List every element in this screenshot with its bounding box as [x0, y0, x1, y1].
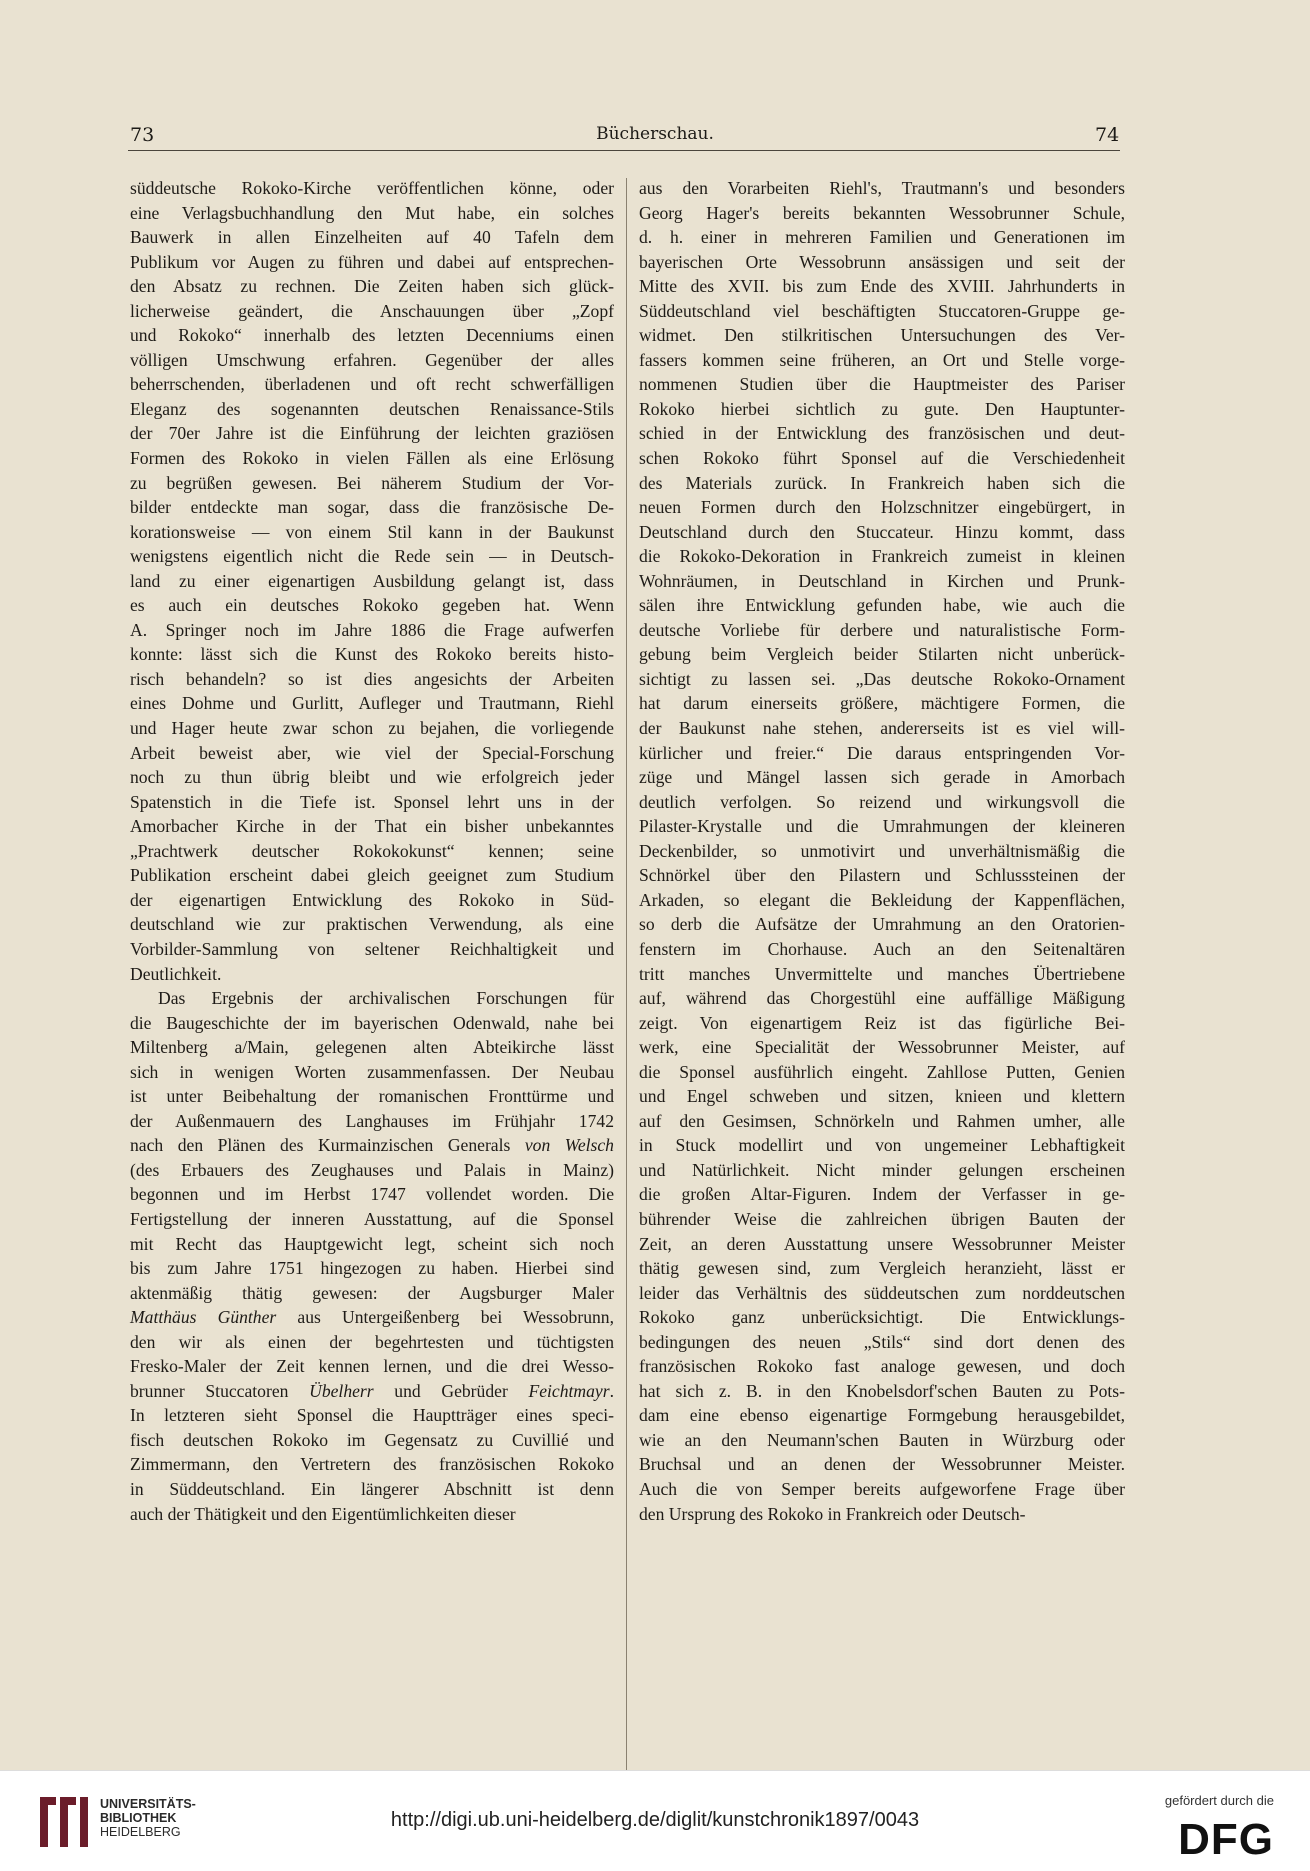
- text-line: bedingungen des neuen „Stils“ sind dort denen des: [639, 1331, 1125, 1352]
- library-name-line: HEIDELBERG: [100, 1825, 181, 1839]
- text-line: tritt manches Unvermittelte und manches Übertriebene: [639, 963, 1125, 984]
- text-line: Deutlichkeit.: [130, 963, 222, 984]
- text-line: Amorbacher Kirche in der That ein bisher unbekanntes: [130, 816, 614, 837]
- text-line: deutsche Vorliebe für derbere und naturalistische Form-: [639, 619, 1125, 640]
- text-line: deutlich verfolgen. So reizend und wirkungsvoll die: [639, 791, 1125, 812]
- text-line: noch zu thun übrig bleibt und wie erfolgreich jeder: [130, 767, 614, 788]
- text-line: Bauwerk in allen Einzelheiten auf 40 Tafeln dem: [130, 227, 614, 248]
- library-name-line: UNIVERSITÄTS-: [100, 1797, 196, 1811]
- text-line: beherrschenden, überladenen und oft recht schwerfälligen: [130, 374, 614, 395]
- text-line: nach den Plänen des Kurmainzischen Generals von Welsch: [130, 1135, 614, 1156]
- text-line: licherweise geändert, die Anschauungen über „Zopf: [130, 300, 614, 321]
- left-column: [130, 176, 614, 1526]
- text-line: Vorbilder-Sammlung von seltener Reichhaltigkeit und: [130, 938, 614, 959]
- text-line: Rokoko ganz unberücksichtigt. Die Entwicklungs-: [639, 1307, 1125, 1328]
- text-line: aktenmäßig thätig gewesen: der Augsburger Maler: [130, 1282, 614, 1303]
- text-line: die großen Altar-Figuren. Indem der Verfasser in ge-: [639, 1184, 1125, 1205]
- text-line: den wir als einen der begehrtesten und tüchtigsten: [130, 1331, 614, 1352]
- text-line: den Absatz zu rechnen. Die Zeiten haben sich glück-: [130, 276, 614, 297]
- funding-note: gefördert durch die: [1164, 1793, 1274, 1808]
- text-line: hat sich z. B. in den Knobelsdorf'schen Bauten zu Pots-: [639, 1380, 1125, 1401]
- text-line: Georg Hager's bereits bekannten Wessobrunner Schule,: [639, 202, 1125, 223]
- text-line: Arkaden, so elegant die Bekleidung der Kappenflächen,: [639, 889, 1125, 910]
- text-line: Arbeit beweist aber, wie viel der Special-Forschung: [130, 742, 614, 763]
- text-line: Mitte des XVII. bis zum Ende des XVIII. Jahrhunderts in: [639, 276, 1125, 297]
- text-line: auf den Gesimsen, Schnörkeln und Rahmen umher, alle: [639, 1110, 1125, 1131]
- text-line: schen Rokoko führt Sponsel auf die Verschiedenheit: [639, 448, 1125, 469]
- text-line: des Materials zurück. In Frankreich haben sich die: [639, 472, 1125, 493]
- text-line: Bruchsal und an denen der Wessobrunner Meister.: [639, 1454, 1125, 1475]
- text-line: Schnörkel über den Pilastern und Schlusssteinen der: [639, 865, 1125, 886]
- text-line: auch der Thätigkeit und den Eigentümlichkeiten dieser: [130, 1503, 516, 1524]
- text-line: Formen des Rokoko in vielen Fällen als eine Erlösung: [130, 448, 614, 469]
- page-number-right: 74: [1095, 124, 1120, 146]
- text-line: die Sponsel ausführlich eingeht. Zahllose Putten, Genien: [639, 1061, 1125, 1082]
- text-line: „Prachtwerk deutscher Rokokokunst“ kennen; seine: [130, 840, 614, 861]
- text-line: Auch die von Semper bereits aufgeworfene Frage über: [639, 1478, 1125, 1499]
- text-line: auf, während das Chorgestühl eine auffällige Mäßigung: [639, 988, 1125, 1009]
- text-line: der eigenartigen Entwicklung des Rokoko in Süd-: [130, 889, 614, 910]
- text-line: und Natürlichkeit. Nicht minder gelungen erscheinen: [639, 1159, 1125, 1180]
- text-line: land zu einer eigenartigen Ausbildung gelangt ist, dass: [130, 570, 614, 591]
- text-line: hat darum einerseits größere, mächtigere Formen, die: [639, 693, 1125, 714]
- right-column: [639, 176, 1125, 1526]
- text-line: Das Ergebnis der archivalischen Forschungen für: [158, 988, 614, 1009]
- text-line: Fertigstellung der inneren Ausstattung, auf die Sponsel: [130, 1208, 614, 1229]
- text-line: deutschland wie zur praktischen Verwendung, als eine: [130, 914, 614, 935]
- text-line: der Außenmauern des Langhauses im Frühjahr 1742: [130, 1110, 614, 1131]
- library-name-line: BIBLIOTHEK: [100, 1811, 177, 1825]
- text-line: und Engel schweben und sitzen, knieen und klettern: [639, 1086, 1125, 1107]
- text-line: Deutschland durch den Stuccateur. Hinzu kommt, dass: [639, 521, 1125, 542]
- column-divider: [626, 178, 627, 1770]
- running-head: Bücherschau.: [596, 124, 714, 144]
- text-line: Zimmermann, den Vertretern des französischen Rokoko: [130, 1454, 614, 1475]
- text-line: fenstern im Chorhause. Auch an den Seitenaltären: [639, 938, 1125, 959]
- text-line: der Baukunst nahe stehen, andererseits ist es viel will-: [639, 718, 1125, 739]
- text-line: so derb die Aufsätze der Umrahmung an den Oratorien-: [639, 914, 1125, 935]
- dfg-logo-icon: DFG: [1178, 1815, 1274, 1864]
- text-line: A. Springer noch im Jahre 1886 die Frage aufwerfen: [130, 619, 614, 640]
- text-line: den Ursprung des Rokoko in Frankreich oder Deutsch-: [639, 1503, 1026, 1524]
- text-line: es auch ein deutsches Rokoko gegeben hat. Wenn: [130, 595, 614, 616]
- permalink-url[interactable]: http://digi.ub.uni-heidelberg.de/diglit/kunstchronik1897/0043: [390, 1809, 920, 1831]
- text-line: wenigstens eigentlich nicht die Rede sein — in Deutsch-: [130, 546, 614, 567]
- text-line: sälen ihre Entwicklung gefunden habe, wie auch die: [639, 595, 1125, 616]
- text-line: In letzteren sieht Sponsel die Hauptträger eines speci-: [130, 1405, 614, 1426]
- text-line: leider das Verhältnis des süddeutschen zum norddeutschen: [639, 1282, 1125, 1303]
- text-line: zeigt. Von eigenartigem Reiz ist das figürliche Bei-: [639, 1012, 1125, 1033]
- text-line: Spatenstich in die Tiefe ist. Sponsel lehrt uns in der: [130, 791, 614, 812]
- text-line: bayerischen Orte Wessobrunn ansässigen und seit der: [639, 251, 1125, 272]
- text-line: Pilaster-Krystalle und die Umrahmungen der kleineren: [639, 816, 1125, 837]
- text-line: brunner Stuccatoren Übelherr und Gebrüder Feichtmayr.: [130, 1380, 614, 1401]
- text-line: Eleganz des sogenannten deutschen Renaissance-Stils: [130, 398, 614, 419]
- text-line: bührender Weise die zahlreichen übrigen Bauten der: [639, 1208, 1125, 1229]
- text-line: der 70er Jahre ist die Einführung der leichten graziösen: [130, 423, 614, 444]
- text-line: korationsweise — von einem Stil kann in der Baukunst: [130, 521, 614, 542]
- text-line: risch behandeln? so ist dies angesichts der Arbeiten: [130, 668, 614, 689]
- text-line: widmet. Den stilkritischen Untersuchungen des Ver-: [639, 325, 1125, 346]
- text-line: und Hager heute zwar schon zu bejahen, die vorliegende: [130, 718, 614, 739]
- text-line: französischen Rokoko fast analoge gewesen, und doch: [639, 1356, 1125, 1377]
- text-line: sich in wenigen Worten zusammenfassen. Der Neubau: [130, 1061, 614, 1082]
- text-line: die Rokoko-Dekoration in Frankreich zumeist in kleinen: [639, 546, 1125, 567]
- text-line: Deckenbilder, so unmotivirt und unverhältnismäßig die: [639, 840, 1125, 861]
- text-line: schied in der Entwicklung des französischen und deut-: [639, 423, 1125, 444]
- text-line: eines Dohme und Gurlitt, Aufleger und Trautmann, Riehl: [130, 693, 614, 714]
- page-number-left: 73: [130, 124, 155, 146]
- text-line: die Baugeschichte der im bayerischen Odenwald, nahe bei: [130, 1012, 614, 1033]
- text-line: völligen Umschwung erfahren. Gegenüber der alles: [130, 349, 614, 370]
- header-rule: [128, 150, 1120, 151]
- text-line: gebung beim Vergleich beider Stilarten nicht unberück-: [639, 644, 1125, 665]
- text-line: mit Recht das Hauptgewicht legt, scheint sich noch: [130, 1233, 614, 1254]
- text-line: züge und Mängel lassen sich gerade in Amorbach: [639, 767, 1125, 788]
- text-line: bis zum Jahre 1751 hingezogen zu haben. Hierbei sind: [130, 1258, 614, 1279]
- text-line: Zeit, an deren Ausstattung unsere Wessobrunner Meister: [639, 1233, 1125, 1254]
- viewer-footer: [0, 1770, 1310, 1871]
- text-line: neuen Formen durch den Holzschnitzer eingebürgert, in: [639, 497, 1125, 518]
- text-line: fisch deutschen Rokoko im Gegensatz zu Cuvillié und: [130, 1429, 614, 1450]
- text-line: Publikation erscheint dabei gleich geeignet zum Studium: [130, 865, 614, 886]
- text-line: Fresko-Maler der Zeit kennen lernen, und die drei Wesso-: [130, 1356, 614, 1377]
- text-line: konnte: lässt sich die Kunst des Rokoko bereits histo-: [130, 644, 614, 665]
- text-line: dam eine ebenso eigenartige Formgebung herausgebildet,: [639, 1405, 1125, 1426]
- text-line: kürlicher und freier.“ Die daraus entspringenden Vor-: [639, 742, 1125, 763]
- text-line: aus den Vorarbeiten Riehl's, Trautmann's und besonders: [639, 178, 1125, 198]
- text-line: ist unter Beibehaltung der romanischen Fronttürme und: [130, 1086, 614, 1107]
- text-line: d. h. einer in mehreren Familien und Generationen im: [639, 227, 1125, 248]
- text-line: in Süddeutschland. Ein längerer Abschnitt ist denn: [130, 1478, 614, 1499]
- text-line: Rokoko hierbei sichtlich zu gute. Den Hauptunter-: [639, 398, 1125, 419]
- text-line: Wohnräumen, in Deutschland in Kirchen und Prunk-: [639, 570, 1125, 591]
- text-line: Publikum vor Augen zu führen und dabei auf entsprechen-: [130, 251, 614, 272]
- text-line: fassers kommen seine früheren, an Ort und Stelle vorge-: [639, 349, 1125, 370]
- text-line: Süddeutschland viel beschäftigten Stuccatoren-Gruppe ge-: [639, 300, 1125, 321]
- text-line: sichtigt zu lassen sei. „Das deutsche Rokoko-Ornament: [639, 668, 1125, 689]
- text-line: (des Erbauers des Zeughauses und Palais in Mainz): [130, 1159, 614, 1180]
- text-line: eine Verlagsbuchhandlung den Mut habe, ein solches: [130, 202, 614, 223]
- text-line: und Rokoko“ innerhalb des letzten Decenniums einen: [130, 325, 614, 346]
- text-line: zu begrüßen gewesen. Bei näherem Studium der Vor-: [130, 472, 614, 493]
- text-line: thätig gewesen sind, zum Vergleich heranzieht, lässt er: [639, 1258, 1125, 1279]
- text-line: Miltenberg a/Main, gelegenen alten Abteikirche lässt: [130, 1037, 614, 1058]
- text-line: Matthäus Günther aus Untergeißenberg bei Wessobrunn,: [130, 1307, 614, 1328]
- text-line: wie an den Neumann'schen Bauten in Würzburg oder: [639, 1429, 1125, 1450]
- text-line: in Stuck modellirt und von ungemeiner Lebhaftigkeit: [639, 1135, 1125, 1156]
- text-line: begonnen und im Herbst 1747 vollendet worden. Die: [130, 1184, 614, 1205]
- text-line: süddeutsche Rokoko-Kirche veröffentlichen könne, oder: [130, 178, 614, 198]
- text-line: nommenen Studien über die Hauptmeister des Pariser: [639, 374, 1125, 395]
- text-line: werk, eine Specialität der Wessobrunner Meister, auf: [639, 1037, 1125, 1058]
- text-line: bilder entdeckte man sogar, dass die französische De-: [130, 497, 614, 518]
